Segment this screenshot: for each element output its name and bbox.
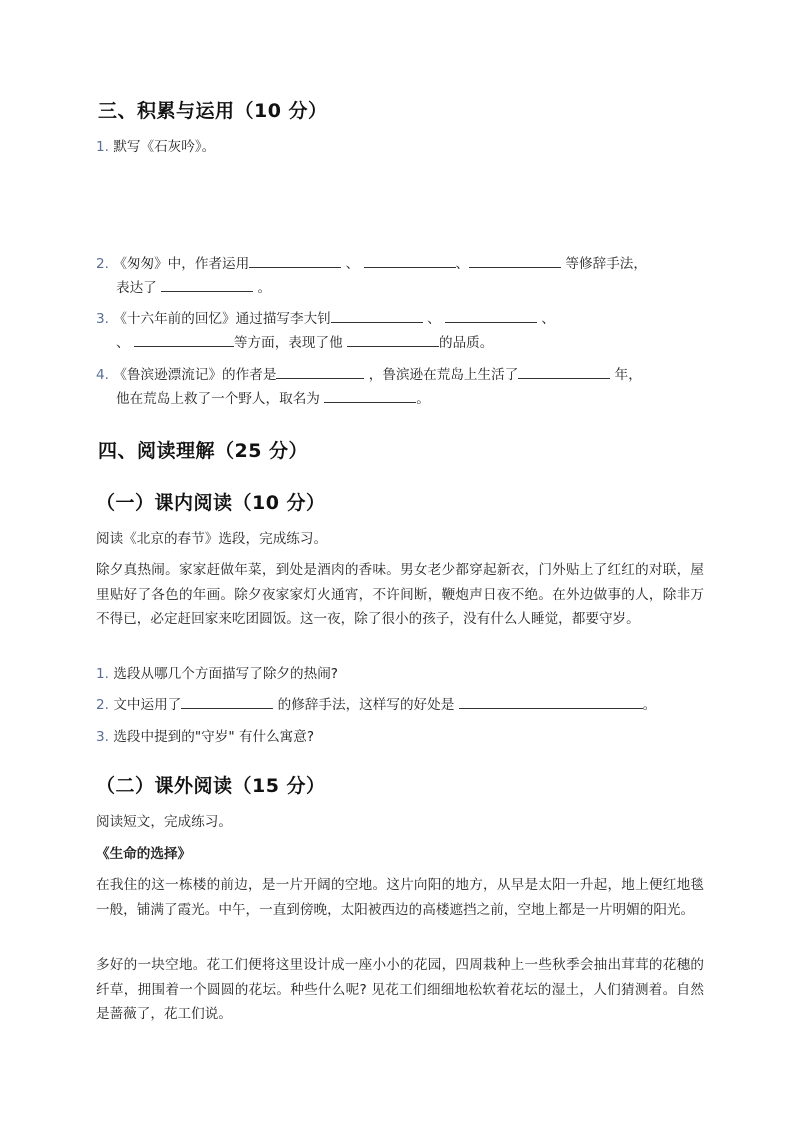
article-paragraph-2: 多好的一块空地。花工们便将这里设计成一座小小的花园，四周栽种上一些秋季会抽出茸茸的花穗的纤草，拥围着一个圆圆的花坛。种些什么呢? 见花工们细细地松软着花坛的湿土，人们猜测着。自然是蔷薇了，花工们说。	[96, 957, 704, 1022]
q2-blank-4[interactable]	[161, 278, 253, 292]
part-2-title: （二）课外阅读（15 分）	[96, 775, 326, 797]
part-1-q2-line	[96, 693, 656, 717]
q2-line-1	[96, 252, 647, 276]
q1-number: 1.	[96, 139, 109, 155]
q3-text-3: 、	[541, 311, 555, 327]
q4-line-2	[116, 387, 430, 411]
q3-line-1	[96, 307, 555, 331]
q4-blank-1[interactable]	[276, 365, 364, 379]
q4-blank-3[interactable]	[324, 389, 416, 403]
q3-number: 3.	[96, 311, 109, 327]
q3-text-5: 等方面，表现了他	[233, 335, 343, 351]
section-4-title: 四、阅读理解（25 分）	[98, 440, 309, 462]
q2-text-2: 、	[345, 256, 360, 272]
q3-text-4: 、	[116, 335, 130, 351]
q3-text-6: 的品质。	[439, 335, 494, 351]
q2-text-3: 、	[455, 256, 470, 272]
q2-text-4: 等修辞手法，	[565, 256, 647, 272]
part-1-q3-text: 选段中提到的"守岁" 有什么寓意?	[113, 729, 315, 745]
q3-text-1: 《十六年前的回忆》通过描写李大钊	[113, 311, 331, 327]
q3-blank-2[interactable]	[445, 309, 537, 323]
part-1-q2-text-3: 。	[642, 697, 657, 713]
q1-text: 默写《石灰吟》。	[113, 139, 216, 155]
part-1-q2-number: 2.	[96, 697, 109, 713]
q4-text-4: 他在荒岛上救了一个野人，取名为	[116, 391, 320, 407]
q2-text-5: 表达了	[116, 280, 157, 296]
q2-text-1: 《匆匆》中，作者运用	[113, 256, 250, 272]
q4-line-1	[96, 363, 642, 387]
part-1-passage: 除夕真热闹。家家赶做年菜，到处是酒肉的香味。男女老少都穿起新衣，门外贴上了红红的对联，屋里贴好了各色的年画。除夕夜家家灯火通宵，不许间断，鞭炮声日夜不绝。在外边做事的人，除非万不得已，必定赶回家来吃团圆饭。这一夜，除了很小的孩子，没有什么人睡觉，都要守岁。	[96, 562, 704, 627]
part-1-q1-number: 1.	[96, 666, 109, 682]
article-title: 《生命的选择》	[96, 846, 192, 862]
part-1-q1-line	[96, 662, 338, 686]
q3-text-2: 、	[427, 311, 441, 327]
part-1-q2-blank-2[interactable]	[459, 695, 643, 709]
q2-blank-2[interactable]	[364, 254, 456, 268]
q1-line	[96, 135, 215, 159]
q4-blank-2[interactable]	[518, 365, 610, 379]
q3-line-2	[116, 331, 493, 355]
q2-blank-3[interactable]	[469, 254, 561, 268]
part-2-intro: 阅读短文，完成练习。	[96, 814, 232, 830]
part-1-intro: 阅读《北京的春节》选段，完成练习。	[96, 531, 328, 547]
q2-number: 2.	[96, 256, 109, 272]
article-paragraph-1: 在我住的这一栋楼的前边，是一片开阔的空地。这片向阳的地方，从早是太阳一升起，地上便红地毯一般，铺满了霞光。中午，一直到傍晚，太阳被西边的高楼遮挡之前，空地上都是一片明媚的阳光。	[96, 877, 704, 918]
q4-text-3: 年，	[614, 367, 642, 383]
q2-text-6: 。	[257, 280, 272, 296]
q4-text-2: ，鲁滨逊在荒岛上生活了	[368, 367, 519, 383]
part-1-q2-text-1: 文中运用了	[113, 697, 182, 713]
part-1-q2-blank-1[interactable]	[181, 695, 273, 709]
q2-blank-1[interactable]	[249, 254, 341, 268]
q2-line-2	[116, 276, 271, 300]
q4-text-1: 《鲁滨逊漂流记》的作者是	[113, 367, 277, 383]
part-1-q3-line	[96, 725, 314, 749]
q3-blank-1[interactable]	[331, 309, 423, 323]
q3-blank-3[interactable]	[134, 333, 234, 347]
part-1-q2-text-2: 的修辞手法，这样写的好处是	[277, 697, 455, 713]
q4-text-5: 。	[416, 391, 430, 407]
section-3-title: 三、积累与运用（10 分）	[98, 100, 328, 122]
part-1-title: （一）课内阅读（10 分）	[96, 492, 326, 514]
q3-blank-4[interactable]	[347, 333, 439, 347]
part-1-q3-number: 3.	[96, 729, 109, 745]
q4-number: 4.	[96, 367, 109, 383]
part-1-q1-text: 选段从哪几个方面描写了除夕的热闹?	[113, 666, 339, 682]
